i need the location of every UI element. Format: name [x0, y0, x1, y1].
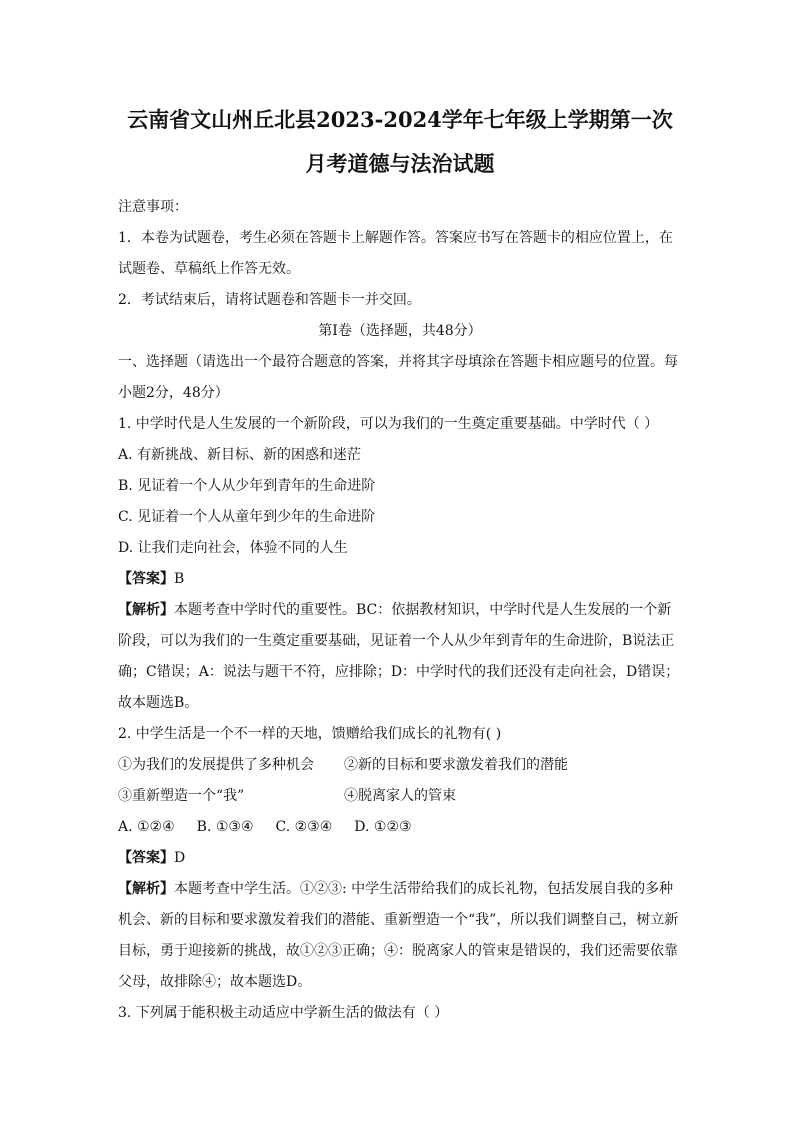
q2-statement-3: ③重新塑造一个“我”	[118, 788, 245, 804]
answer-tag: 【答案】	[118, 571, 174, 587]
q1-stem: 1. 中学时代是人生发展的一个新阶段，可以为我们的一生奠定重要基础。中学时代（ ）	[118, 416, 659, 432]
q1-option-b: B. 见证着一个人从少年到青年的生命进阶	[118, 478, 376, 494]
answer-value: B	[174, 571, 185, 587]
analysis-tag: 【解析】	[118, 881, 174, 897]
q1-analysis-line-4: 故本题选B。	[118, 695, 199, 711]
section-intro-line-1: 一、选择题（请选出一个最符合题意的答案，并将其字母填涂在答题卡相应题号的位置。每	[118, 354, 678, 370]
note-1-line-2: 试题卷、草稿纸上作答无效。	[118, 261, 300, 277]
q2-statements-row-1	[118, 750, 682, 781]
q1-option-a: A. 有新挑战、新目标、新的困惑和迷茫	[118, 447, 362, 463]
q1-analysis-line-2: 阶段，可以为我们的一生奠定重要基础，见证着一个人从少年到青年的生命进阶，B说法正	[118, 633, 675, 649]
q2-statement-1: ①为我们的发展提供了多种机会	[118, 757, 314, 773]
q2-option-a: A. ①②④	[118, 819, 175, 835]
answer-value: D	[174, 850, 186, 866]
title-line-2: 月考道德与法治试题	[305, 151, 495, 176]
q2-statement-4: ④脱离家人的管束	[344, 788, 456, 804]
q2-analysis-line-3: 目标，勇于迎接新的挑战，故①②③正确；④：脱离家人的管束是错误的，我们还需要依靠	[118, 943, 678, 959]
q2-option-b: B. ①③④	[196, 819, 254, 835]
q1-option-d: D. 让我们走向社会，体验不同的人生	[118, 540, 348, 556]
document-body	[118, 192, 682, 1029]
q3-stem: 3. 下列属于能积极主动适应中学新生活的做法有（ ）	[118, 1005, 449, 1021]
q1-analysis-line-1	[118, 595, 682, 626]
q2-analysis-line-4: 父母，故排除④；故本题选D。	[118, 974, 312, 990]
volume-heading: 第I卷（选择题，共48分）	[318, 323, 482, 339]
section-intro-line-2: 小题2分，48分）	[118, 385, 229, 401]
analysis-text: 本题考查中学生活。①②③: 中学生活带给我们的成长礼物，包括发展自我的多种	[174, 881, 674, 897]
q2-answer	[118, 843, 682, 874]
analysis-tag: 【解析】	[118, 602, 174, 618]
q2-statements-row-2	[118, 781, 682, 812]
q1-analysis-line-3: 确；C错误；A：说法与题干不符，应排除；D：中学时代的我们还没有走向社会，D错误；	[118, 664, 680, 680]
q2-options	[118, 812, 682, 843]
q2-stem: 2. 中学生活是一个不一样的天地，馈赠给我们成长的礼物有( )	[118, 726, 502, 742]
q2-analysis-line-1	[118, 874, 682, 905]
note-1-line-1: 1．本卷为试题卷，考生必须在答题卡上解题作答。答案应书写在答题卡的相应位置上，在	[118, 230, 673, 246]
q2-option-d: D. ①②③	[354, 819, 412, 835]
analysis-text: 本题考查中学时代的重要性。BC：依据教材知识，中学时代是人生发展的一个新	[174, 602, 672, 618]
notes-heading: 注意事项：	[118, 199, 188, 215]
answer-tag: 【答案】	[118, 850, 174, 866]
q2-analysis-line-2: 机会、新的目标和要求激发着我们的潜能、重新塑造一个“我”，所以我们调整自己，树立新	[118, 912, 679, 928]
q2-option-c: C. ②③④	[275, 819, 333, 835]
title-line-1: 云南省文山州丘北县2023-2024学年七年级上学期第一次	[127, 107, 673, 132]
q1-option-c: C. 见证着一个人从童年到少年的生命进阶	[118, 509, 376, 525]
note-2: 2．考试结束后，请将试题卷和答题卡一并交回。	[118, 292, 421, 308]
q2-statement-2: ②新的目标和要求激发着我们的潜能	[344, 757, 568, 773]
q1-answer	[118, 564, 682, 595]
